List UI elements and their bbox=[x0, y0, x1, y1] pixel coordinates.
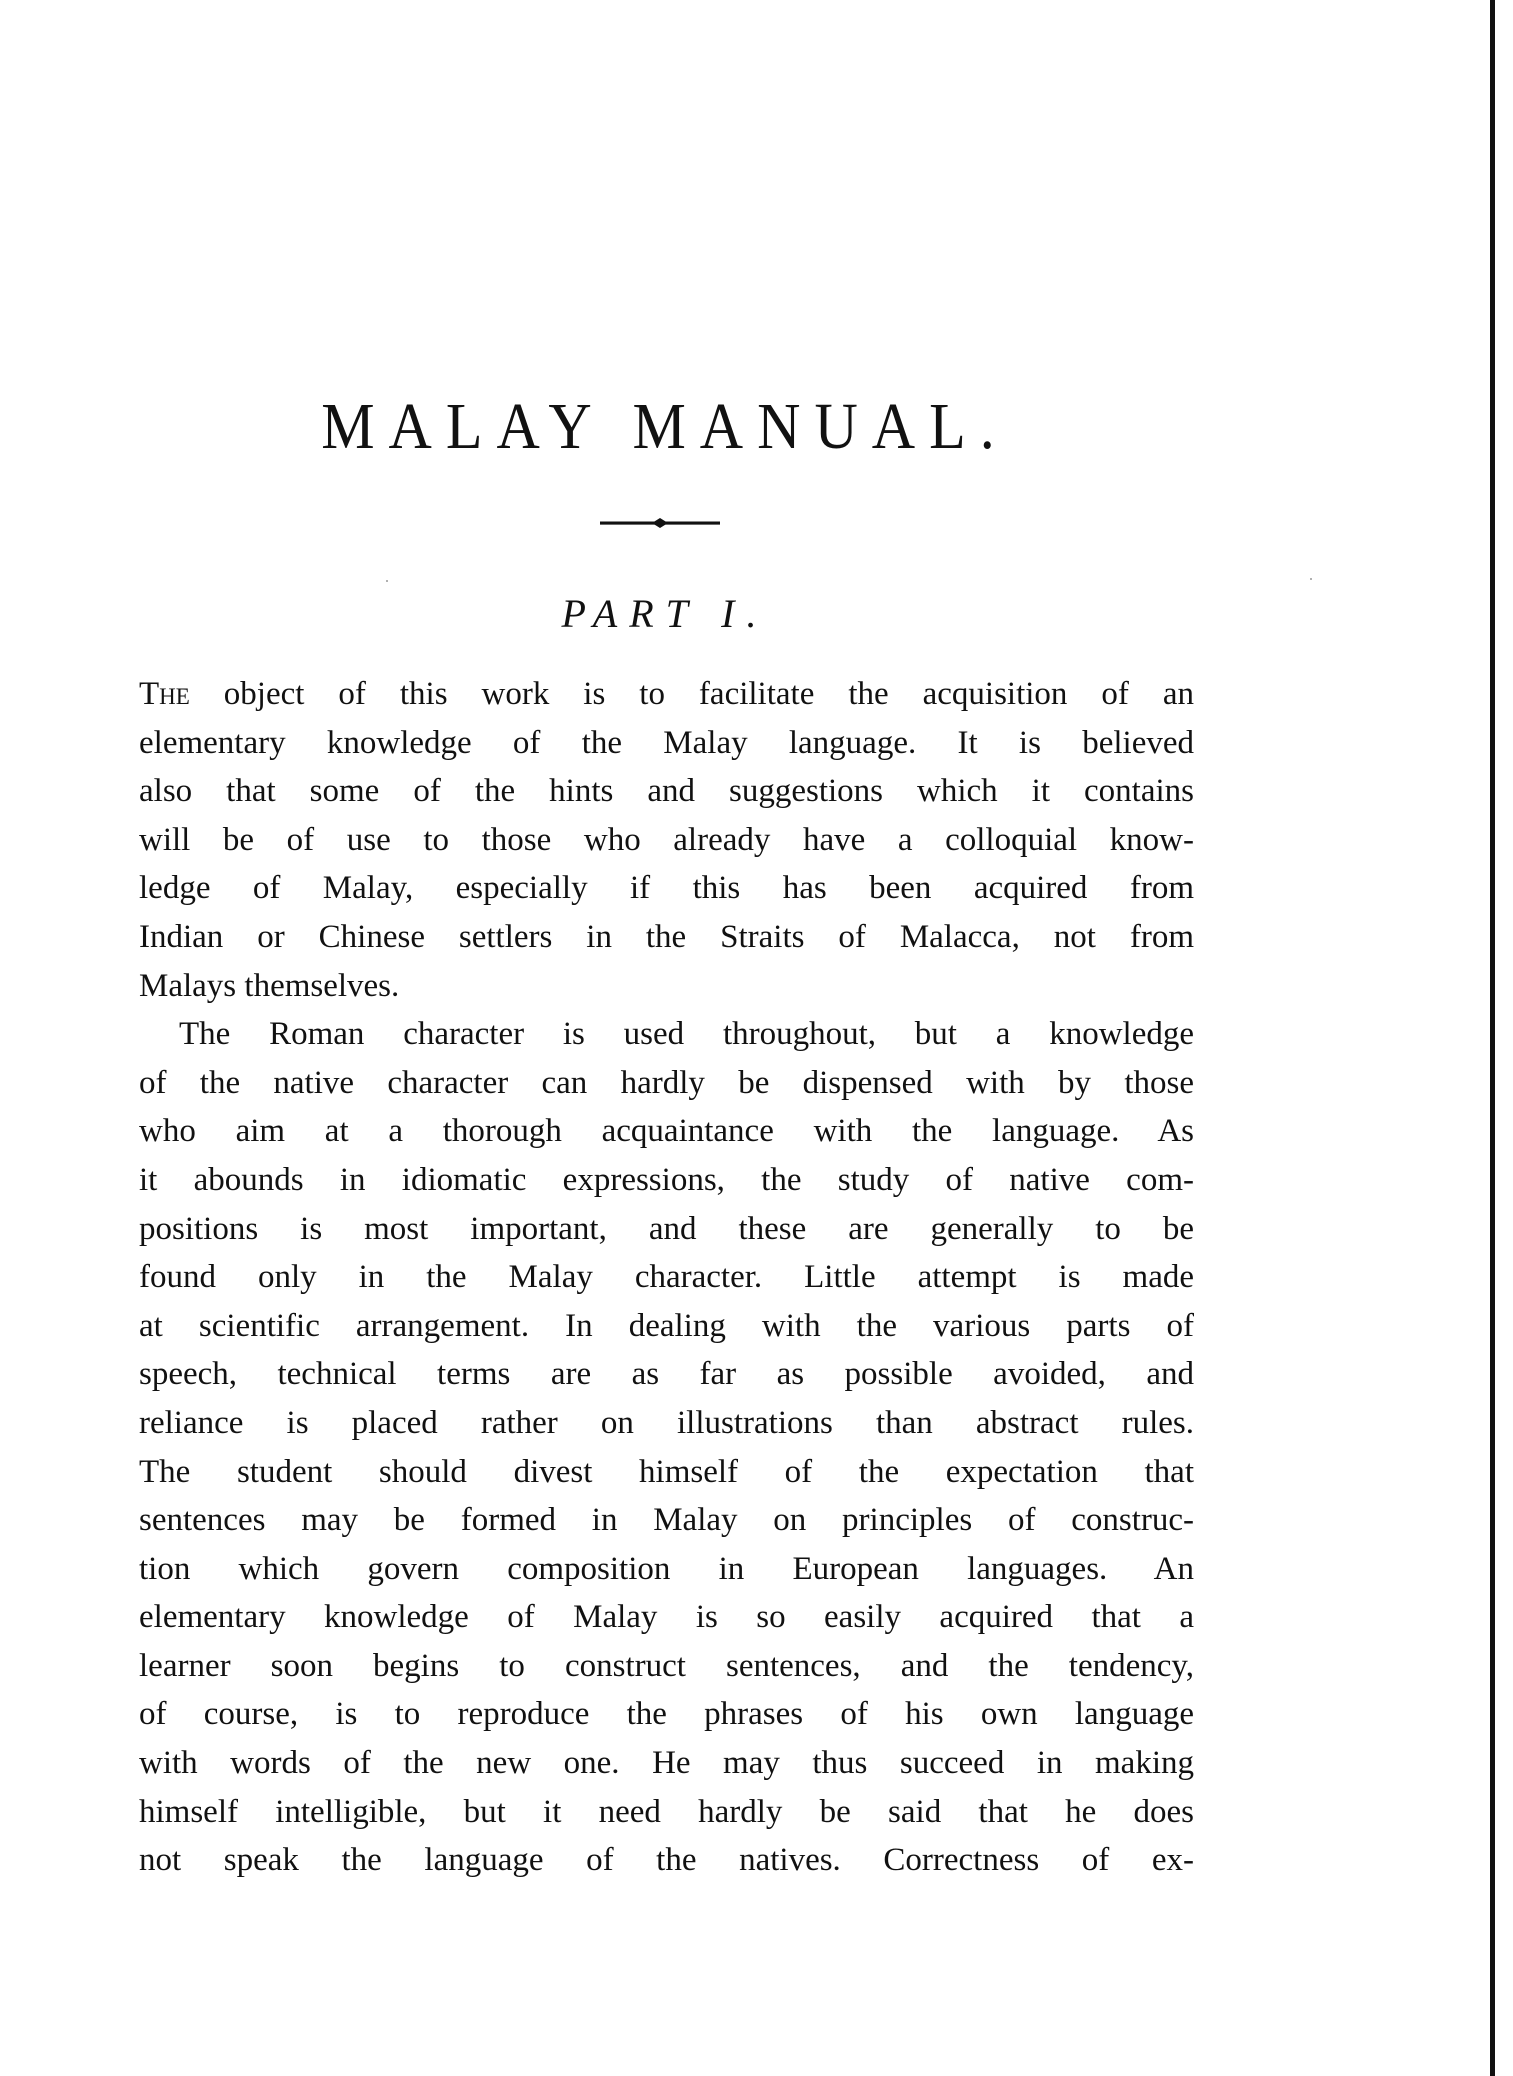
text-line: Indian or Chinese settlers in the Straits of Malacca, not from bbox=[139, 918, 1194, 955]
text-line: elementary knowledge of the Malay language. It is believed bbox=[139, 724, 1194, 761]
text-line: reliance is placed rather on illustrations than abstract rules. bbox=[139, 1404, 1194, 1441]
page-edge-rule bbox=[1490, 0, 1495, 2076]
text-line: found only in the Malay character. Little attempt is made bbox=[139, 1259, 1194, 1296]
text-line: will be of use to those who already have a colloquial know- bbox=[139, 821, 1194, 858]
text-line bbox=[139, 670, 1194, 719]
text-line: it abounds in idiomatic expressions, the study of native com- bbox=[139, 1161, 1194, 1198]
print-speck bbox=[1310, 578, 1312, 580]
text-line: at scientific arrangement. In dealing with the various parts of bbox=[139, 1307, 1194, 1344]
text-line: sentences may be formed in Malay on principles of construc- bbox=[139, 1502, 1194, 1539]
body-text bbox=[139, 670, 1194, 1885]
part-heading: PART I. bbox=[561, 591, 769, 636]
ornamental-divider bbox=[600, 518, 720, 528]
text-line: speech, technical terms are as far as possible avoided, and bbox=[139, 1356, 1194, 1393]
text-line: tion which govern composition in European languages. An bbox=[139, 1550, 1194, 1587]
page-title: MALAY MANUAL. bbox=[321, 389, 1009, 463]
line-text: object of this work is to facilitate the acquisition of an bbox=[189, 676, 1194, 712]
drop-word: The bbox=[139, 676, 190, 712]
text-line: The student should divest himself of the expectation that bbox=[139, 1453, 1194, 1490]
text-line: Malays themselves. bbox=[139, 967, 400, 1004]
text-line: ledge of Malay, especially if this has been acquired from bbox=[139, 870, 1194, 907]
text-line: elementary knowledge of Malay is so easily acquired that a bbox=[139, 1599, 1194, 1636]
text-line: of the native character can hardly be dispensed with by those bbox=[139, 1064, 1194, 1101]
text-line: himself intelligible, but it need hardly be said that he does bbox=[139, 1793, 1194, 1830]
text-line: with words of the new one. He may thus succeed in making bbox=[139, 1745, 1194, 1782]
text-line: learner soon begins to construct sentences, and the tendency, bbox=[139, 1647, 1194, 1684]
text-line: also that some of the hints and suggestions which it contains bbox=[139, 773, 1194, 810]
text-line: who aim at a thorough acquaintance with the language. As bbox=[139, 1113, 1194, 1150]
print-speck bbox=[386, 580, 388, 582]
text-line: of course, is to reproduce the phrases of his own language bbox=[139, 1696, 1194, 1733]
text-line: positions is most important, and these are generally to be bbox=[139, 1210, 1194, 1247]
text-line: not speak the language of the natives. Correctness of ex- bbox=[139, 1842, 1194, 1879]
text-line: The Roman character is used throughout, but a knowledge bbox=[179, 1016, 1194, 1053]
